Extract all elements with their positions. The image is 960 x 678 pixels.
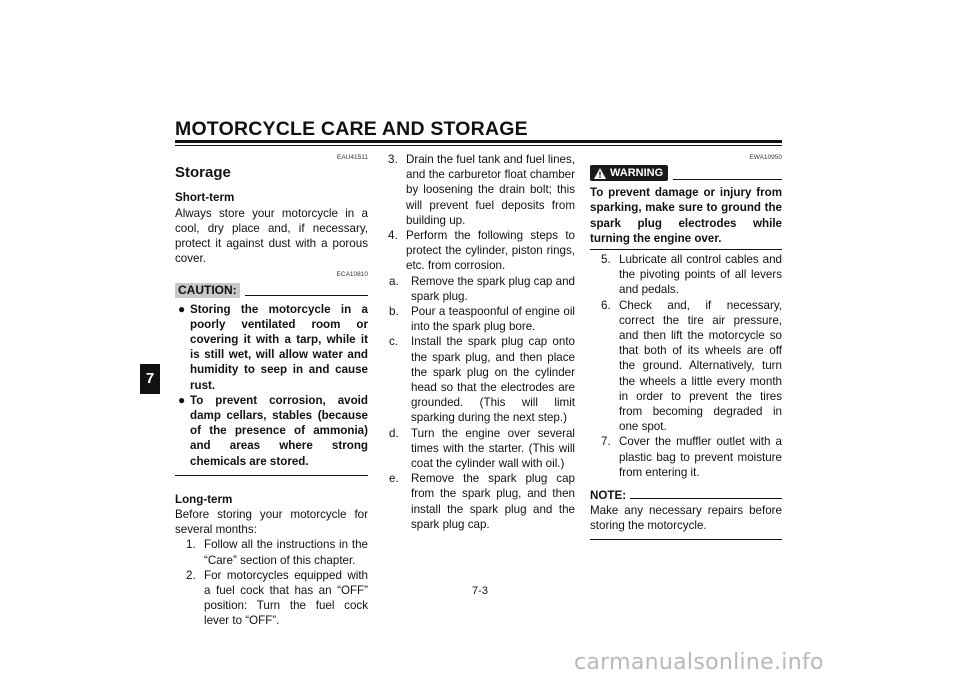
warning-rule: [673, 179, 782, 180]
list-item: 4. Perform the following steps to protect the cylinder, piston rings, etc. from corrosion.: [388, 229, 575, 273]
list-item: 1. Follow all the instructions in the “Care” section of this chapter.: [186, 538, 368, 567]
list-item: 7. Cover the muffler outlet with a plastic bag to prevent moisture from entering it.: [601, 435, 782, 479]
section-code: EAU41511: [337, 154, 368, 161]
warning-end-rule: [590, 249, 782, 250]
chapter-tab: 7: [140, 364, 160, 394]
warning-text: To prevent damage or injury from sparking, make sure to ground the spark plug electrodes while turning the engine over.: [590, 186, 782, 245]
caution-end-rule: [175, 475, 368, 476]
caution-label: CAUTION:: [175, 283, 240, 298]
subheading-long-term: Long-term: [175, 492, 233, 506]
page-number: 7-3: [472, 585, 488, 597]
list-item: b. Pour a teaspoonful of engine oil into the spark plug bore.: [389, 305, 575, 334]
substeps-list: [388, 274, 575, 532]
list-item: 3. Drain the fuel tank and fuel lines, and the carburetor float chamber by loosening the drain bolt; this will prevent fuel deposits from building up.: [388, 153, 575, 227]
steps-list-2: [388, 152, 575, 274]
warning-triangle-icon: [594, 168, 606, 179]
list-item: d. Turn the engine over several times with the starter. (This will coat the cylinder wall with oil.): [389, 426, 575, 471]
watermark: carmanualsonline.info: [574, 650, 824, 675]
caution-list: [175, 302, 368, 469]
paragraph-long-term: Before storing your motorcycle for several months:: [175, 508, 368, 537]
warning-code: EWA10950: [749, 154, 782, 161]
caution-item: ● To prevent corrosion, avoid damp cellars, stables (because of the presence of ammonia) and areas where strong chemicals are stored.: [175, 393, 368, 469]
section-title: Storage: [175, 164, 231, 182]
bullet-icon: ●: [178, 392, 186, 407]
caution-code: ECA10810: [336, 271, 368, 279]
list-item: 5. Lubricate all control cables and the pivoting points of all levers and pedals.: [601, 253, 782, 297]
list-item: e. Remove the spark plug cap from the spark plug, and then install the spark plug and the spark plug cap.: [389, 472, 575, 531]
paragraph-short-term: Always store your motorcycle in a cool, dry place and, if necessary, protect it against dust with a porous cover.: [175, 206, 368, 266]
steps-list-1: [175, 537, 368, 628]
warning-header: [590, 165, 782, 181]
list-item: 6. Check and, if necessary, correct the tire air pressure, and then lift the motorcycle so that both of its wheels are off the ground. Alternatively, turn the wheels a little every month in order to prevent the tires from becoming degraded in one spot.: [601, 298, 782, 434]
column-left: [175, 150, 368, 629]
caution-rule: [245, 295, 368, 296]
note-rule: [630, 498, 782, 499]
note-text: Make any necessary repairs before storing the motorcycle.: [590, 504, 782, 533]
steps-list-3: [590, 252, 782, 480]
header-rule-thin: [175, 145, 782, 146]
note-end-rule: [590, 539, 782, 540]
header-rule-thick: [175, 140, 782, 143]
bullet-icon: ●: [178, 301, 186, 316]
caution-item: ● Storing the motorcycle in a poorly ventilated room or covering it with a tarp, while it is still wet, will allow water and humidity to seep in and cause rust.: [175, 302, 368, 393]
list-item: c. Install the spark plug cap onto the spark plug, and then place the spark plug on the cylinder head so that the electrodes are grounded. (This will limit sparking during the next step.): [389, 335, 575, 425]
list-item: a. Remove the spark plug cap and spark plug.: [389, 274, 575, 303]
page-title: MOTORCYCLE CARE AND STORAGE: [175, 118, 528, 140]
column-right: [590, 150, 782, 540]
warning-label: WARNING: [610, 167, 664, 180]
note-header: [590, 488, 782, 503]
caution-header: [175, 283, 368, 298]
list-item: 2. For motorcycles equipped with a fuel cock that has an “OFF” position: Turn the fuel cock lever to “OFF”.: [186, 568, 368, 628]
warning-label-box: [590, 165, 668, 181]
subheading-short-term: Short-term: [175, 191, 235, 205]
note-label: NOTE:: [590, 489, 627, 503]
column-middle: [388, 152, 575, 532]
